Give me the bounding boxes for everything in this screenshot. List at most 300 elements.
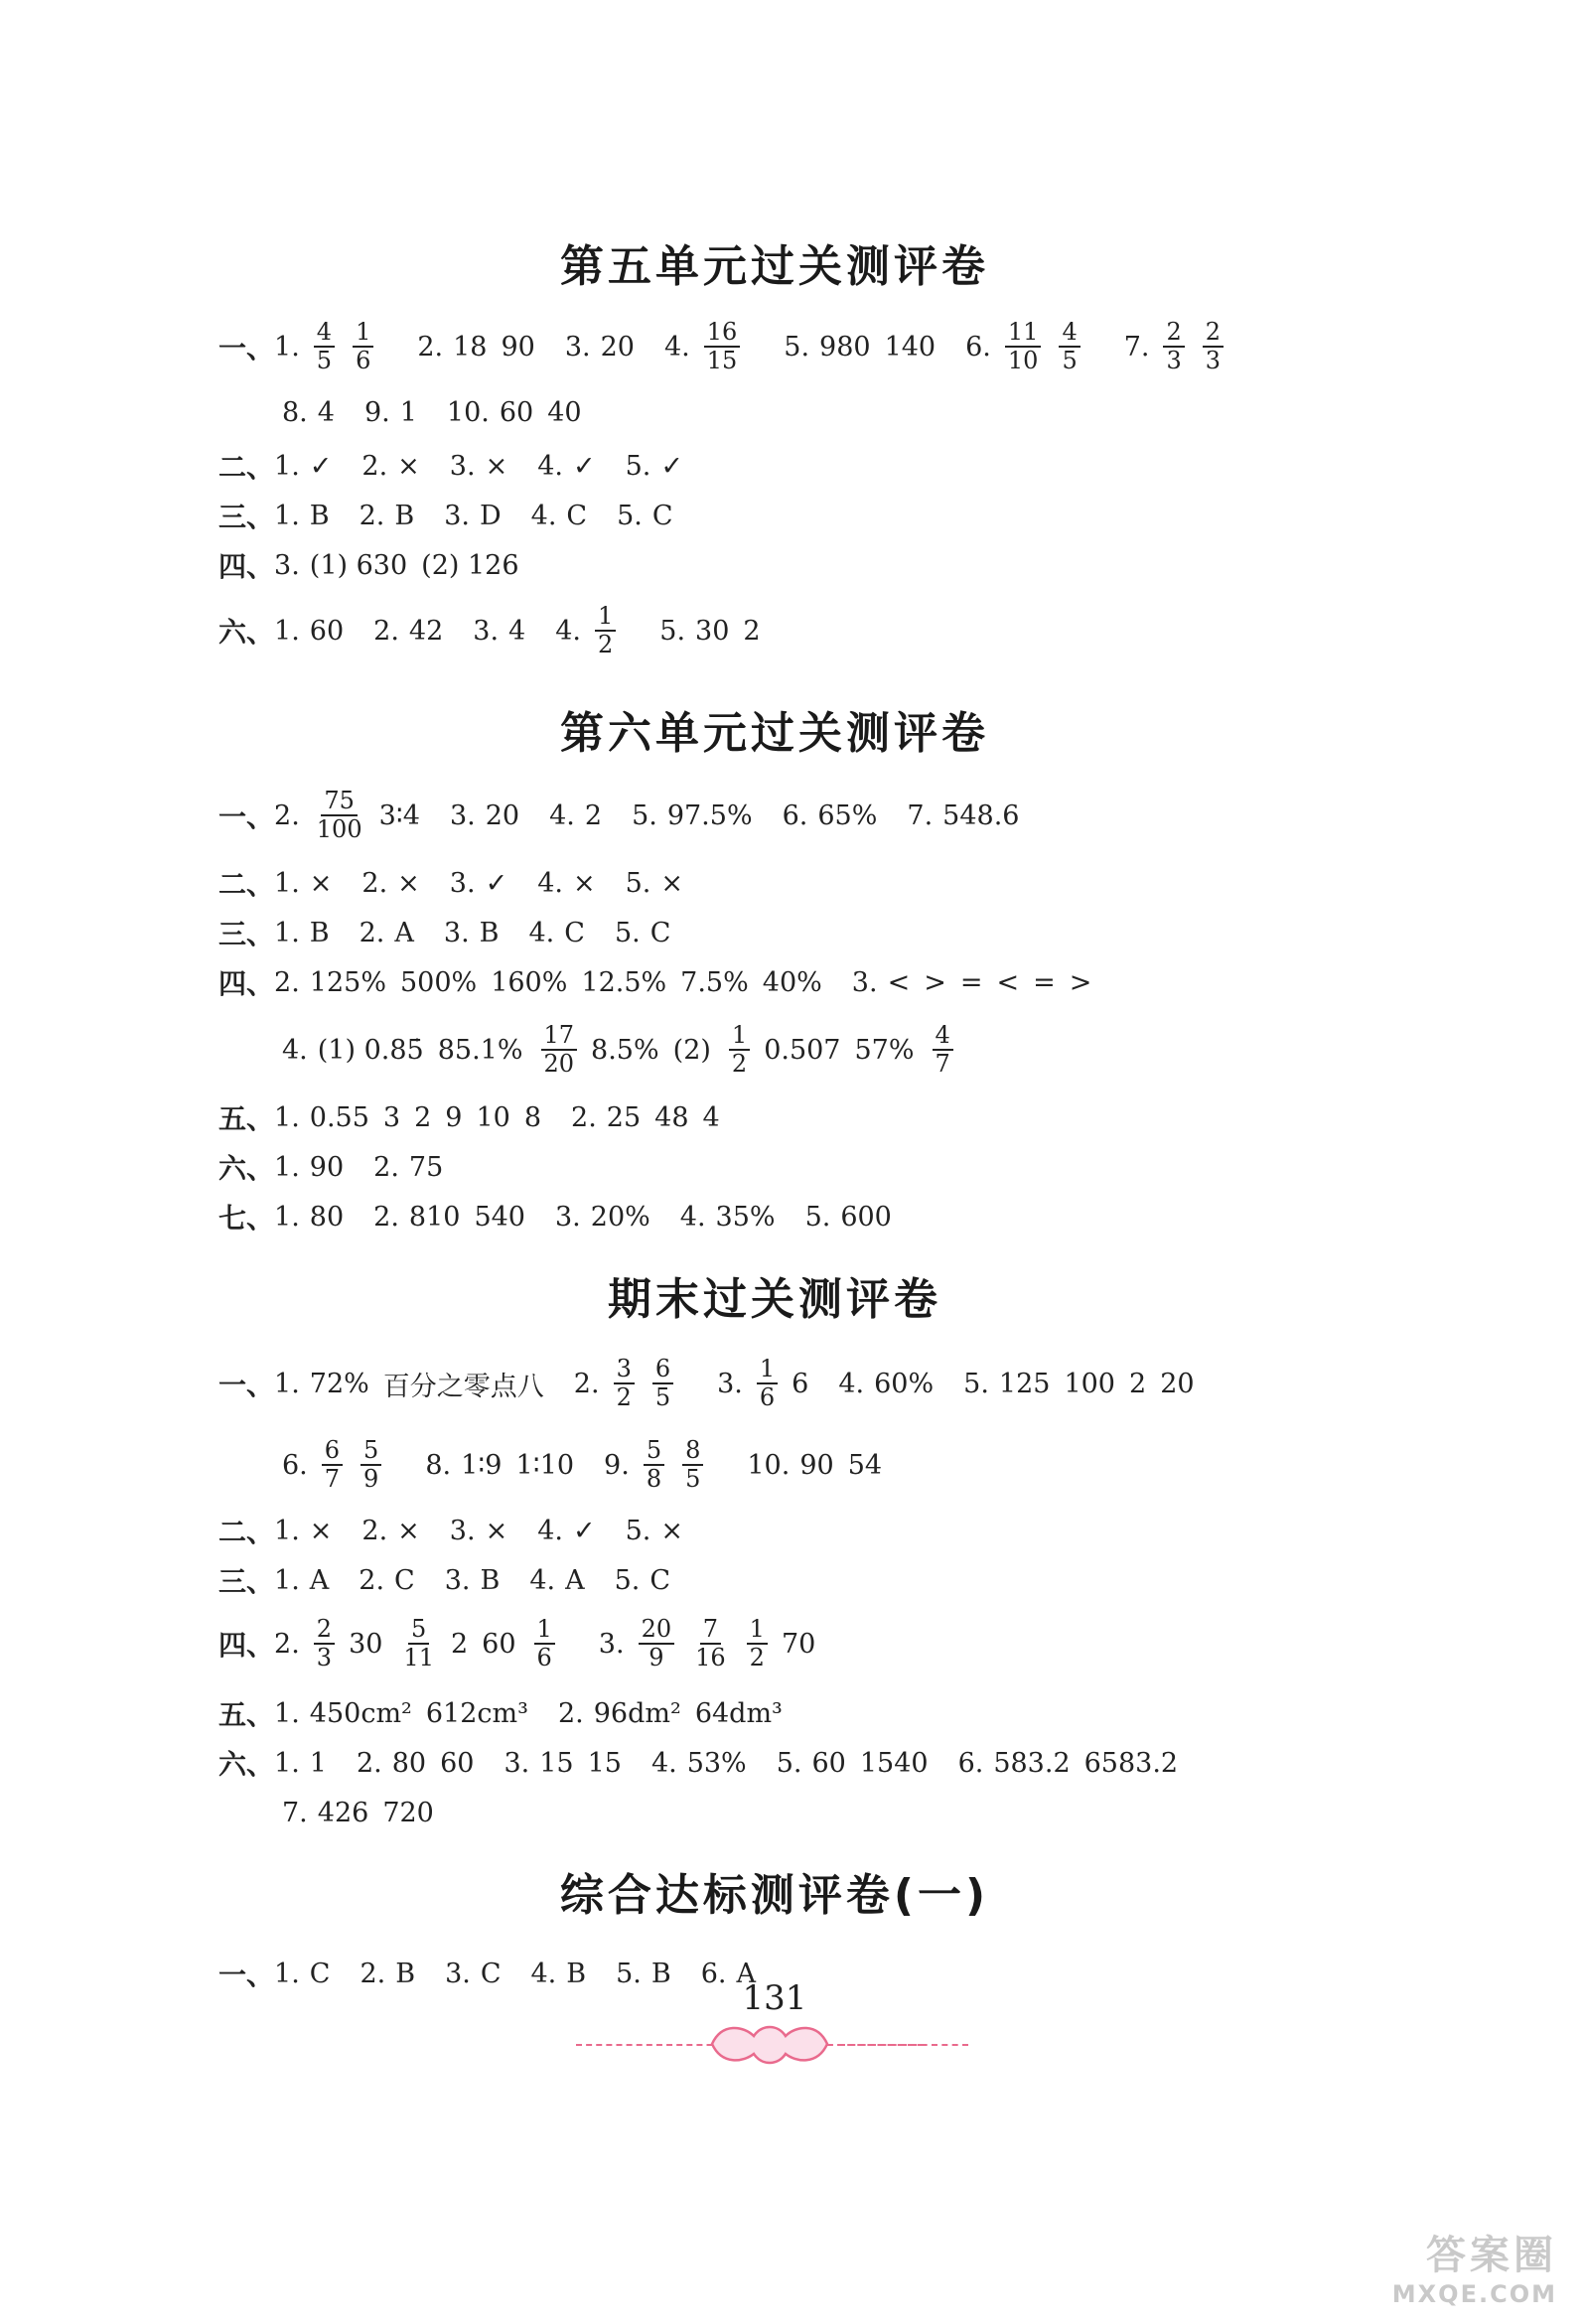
item-number: 3.	[717, 1368, 743, 1399]
item-number: 2.	[274, 1628, 300, 1660]
answer-item	[529, 918, 585, 948]
row-label: 六、	[218, 1152, 275, 1185]
row-label: 三、	[218, 501, 275, 533]
item-number: 5.	[776, 1747, 802, 1779]
watermark-line1: 答案圈	[1426, 2233, 1557, 2278]
answer-item	[680, 1202, 776, 1233]
answer-value: C	[480, 1958, 502, 1989]
denominator: 3	[316, 1644, 333, 1671]
answer-value: 426	[317, 1797, 369, 1828]
item-number: 4.	[537, 867, 563, 899]
item-number: 3.	[274, 549, 300, 581]
item-number: 2.	[274, 966, 300, 998]
answer-value: 720	[382, 1797, 434, 1828]
answer-item	[444, 918, 500, 948]
answer-row	[218, 783, 1049, 848]
answer-value: ×	[572, 867, 596, 899]
denominator: 8	[646, 1465, 662, 1493]
answer-item	[958, 1748, 1179, 1779]
answer-value: 583.2	[993, 1747, 1071, 1779]
answer-value: 450cm²	[309, 1697, 412, 1729]
item-number: 4.	[530, 1958, 557, 1989]
denominator: 7	[324, 1465, 341, 1493]
numerator: 1	[729, 1023, 750, 1051]
answer-item	[504, 1748, 621, 1779]
answer-value: 60	[440, 1747, 475, 1779]
answer-value: 97.5%	[666, 799, 753, 831]
answer-value: 48	[654, 1101, 689, 1133]
row-label: 四、	[218, 967, 275, 1000]
answer-item	[282, 1020, 967, 1078]
numerator: 5	[408, 1617, 429, 1645]
row-label: 四、	[218, 1629, 275, 1662]
answer-item	[549, 800, 602, 831]
answer-value: ×	[660, 867, 683, 899]
answer-value: 160%	[491, 966, 568, 998]
item-number: 2.	[361, 867, 388, 899]
fraction	[614, 1354, 635, 1411]
answer-item	[361, 451, 419, 482]
fraction	[692, 1614, 729, 1671]
item-number: 4.	[528, 917, 555, 948]
answer-value: 96dm²	[593, 1697, 681, 1729]
answer-item	[361, 868, 419, 899]
answer-item	[274, 967, 822, 998]
denominator: 100	[316, 815, 362, 843]
numerator: 2	[1163, 320, 1184, 348]
answer-item	[447, 397, 582, 428]
answer-value: ×	[397, 1515, 420, 1546]
item-number: 4.	[663, 331, 690, 363]
item-number: 4.	[537, 1515, 563, 1546]
denominator: 5	[1062, 347, 1078, 374]
fraction	[314, 786, 365, 843]
item-number: 5.	[614, 917, 641, 948]
fraction	[757, 1354, 778, 1411]
item-number: 5.	[616, 1958, 642, 1989]
row-label: 二、	[218, 1516, 275, 1548]
answer-value: ×	[309, 867, 333, 899]
answer-value: 75	[408, 1151, 444, 1183]
item-number: 3.	[443, 917, 470, 948]
answer-value: 20	[485, 799, 520, 831]
answer-value: 20%	[590, 1201, 650, 1233]
item-number: 8.	[282, 396, 308, 428]
item-number: 3.	[449, 799, 476, 831]
fraction	[534, 1614, 555, 1671]
answer-item	[783, 800, 878, 831]
item-number: 1.	[274, 1201, 300, 1233]
answer-value: 70	[781, 1628, 816, 1660]
fraction	[595, 601, 616, 658]
answer-row	[218, 532, 549, 598]
item-number: 3.	[444, 1564, 471, 1596]
answer-item	[274, 1698, 528, 1729]
answer-item	[571, 1102, 720, 1133]
answer-value: D	[480, 500, 502, 531]
answer-value: 7.5%	[680, 966, 749, 998]
answer-value: 125%	[309, 966, 386, 998]
answer-value: A	[309, 1564, 330, 1596]
answer-item	[373, 1152, 443, 1183]
item-number: 4.	[838, 1368, 865, 1399]
answer-item	[965, 317, 1094, 374]
numerator: 8	[682, 1438, 703, 1466]
answer-value: 64dm³	[694, 1697, 783, 1729]
answer-item	[784, 332, 936, 363]
numerator: 3	[614, 1357, 635, 1384]
answer-value: 35%	[715, 1201, 776, 1233]
answer-value: 125	[998, 1368, 1051, 1399]
item-number: 2.	[359, 917, 385, 948]
row-label: 三、	[218, 918, 275, 950]
answer-item	[450, 800, 519, 831]
answer-item	[360, 918, 414, 948]
footer-dash-right	[839, 2044, 968, 2046]
answer-value: 90	[799, 1449, 834, 1481]
answer-value: 2	[1129, 1368, 1147, 1399]
denominator: 10	[1007, 347, 1039, 374]
answer-value: C	[566, 500, 588, 531]
answer-value: ✓	[572, 450, 596, 482]
denominator: 9	[363, 1465, 379, 1493]
row-label: 一、	[218, 332, 275, 364]
answer-item	[907, 800, 1019, 831]
item-number: 2.	[356, 1747, 382, 1779]
answer-value: 20	[600, 331, 635, 363]
answer-value: ×	[397, 450, 420, 482]
answer-value: (2) 126	[421, 549, 519, 581]
section-title: 期末过关测评卷	[608, 1274, 941, 1325]
answer-item	[360, 501, 415, 531]
item-number: 4.	[555, 615, 581, 647]
answer-value: ×	[485, 1515, 508, 1546]
answer-item	[274, 868, 332, 899]
item-number: 9.	[363, 396, 390, 428]
answer-value: 60	[499, 396, 534, 428]
answer-item	[445, 1565, 501, 1596]
answer-item	[632, 800, 753, 831]
answer-value: ×	[397, 867, 420, 899]
answer-value: ×	[485, 450, 508, 482]
item-number: 2.	[360, 1958, 386, 1989]
denominator: 15	[706, 347, 738, 374]
denominator: 3	[1205, 347, 1222, 374]
answer-item	[450, 868, 507, 899]
answer-value: ×	[660, 1515, 683, 1546]
fraction	[322, 1435, 343, 1493]
denominator: 9	[648, 1644, 664, 1671]
fraction	[644, 1435, 664, 1493]
item-number: 5.	[632, 799, 657, 831]
numerator: 1	[747, 1617, 768, 1645]
item-number: 6.	[282, 1449, 308, 1481]
item-number: 5.	[617, 500, 643, 531]
answer-value: B	[309, 500, 330, 531]
row-label: 七、	[218, 1202, 275, 1235]
item-number: 3.	[445, 1958, 471, 1989]
answer-item	[838, 1369, 934, 1399]
denominator: 6	[536, 1644, 552, 1671]
item-number: 6.	[700, 1958, 727, 1989]
item-number: 5.	[804, 1201, 831, 1233]
answer-value: 40%	[762, 966, 822, 998]
item-number: 2.	[417, 331, 444, 363]
answer-row	[282, 1432, 912, 1498]
item-number: 4.	[549, 799, 575, 831]
answer-item	[361, 1516, 419, 1546]
answer-item	[777, 1748, 929, 1779]
answer-item	[417, 332, 534, 363]
answer-value: 1	[309, 1747, 327, 1779]
item-number: 7.	[907, 799, 934, 831]
answer-value: 53%	[686, 1747, 747, 1779]
answer-value: 0.55	[309, 1101, 369, 1133]
item-number: 2.	[573, 1368, 600, 1399]
item-number: 6.	[965, 331, 991, 363]
answer-value: A	[565, 1564, 585, 1596]
answer-value: 30	[349, 1628, 383, 1660]
item-number: 2.	[571, 1101, 597, 1133]
fraction	[1059, 317, 1080, 374]
item-number: 3.	[598, 1628, 625, 1660]
numerator: 1	[595, 604, 616, 632]
section-title: 第六单元过关测评卷	[560, 708, 989, 759]
answer-value: 25	[606, 1101, 642, 1133]
answer-value: 60	[309, 615, 345, 647]
answer-item	[274, 317, 387, 374]
numerator: 1	[353, 320, 373, 348]
fraction	[400, 1614, 437, 1671]
item-number: 6.	[782, 799, 808, 831]
item-number: 2.	[361, 450, 388, 482]
item-number: 1.	[274, 1958, 300, 1989]
watermark	[1392, 2224, 1557, 2308]
answer-value: 600	[840, 1201, 892, 1233]
answer-value: B	[394, 500, 415, 531]
answer-item	[537, 1516, 595, 1546]
item-number: 1.	[274, 1564, 300, 1596]
watermark-line2: MXQE.COM	[1391, 2280, 1557, 2308]
item-number: 5.	[659, 615, 686, 647]
answer-item	[444, 501, 501, 531]
row-label: 五、	[218, 1698, 275, 1731]
denominator: 7	[935, 1050, 950, 1078]
answer-value: B	[566, 1958, 587, 1989]
item-number: 2.	[361, 1515, 388, 1546]
row-label: 二、	[218, 868, 275, 901]
answer-item	[450, 1516, 507, 1546]
answer-item	[282, 1435, 395, 1493]
answer-item	[626, 451, 683, 482]
answer-row	[218, 1547, 700, 1613]
answer-value: ✓	[309, 450, 333, 482]
answer-value: 12.5%	[581, 966, 667, 998]
item-number: 5.	[963, 1368, 989, 1399]
answer-row	[282, 1017, 997, 1083]
numerator: 1	[534, 1617, 555, 1645]
answer-value: C	[649, 917, 671, 948]
item-number: 3.	[444, 500, 470, 531]
answer-item	[555, 1202, 650, 1233]
answer-item	[274, 786, 420, 843]
fraction	[314, 1614, 335, 1671]
answer-item	[617, 501, 672, 531]
answer-item	[537, 451, 595, 482]
denominator: 2	[597, 631, 614, 658]
item-number: 5.	[614, 1564, 641, 1596]
answer-item	[717, 1354, 809, 1411]
fraction	[729, 1020, 750, 1078]
answer-value: 3	[382, 1101, 401, 1133]
answer-value: 60%	[874, 1368, 935, 1399]
answer-row	[218, 1351, 1225, 1416]
answer-item	[274, 1516, 332, 1546]
numerator: 5	[360, 1438, 381, 1466]
answer-value: A	[394, 917, 414, 948]
fraction	[360, 1435, 381, 1493]
answer-item	[615, 918, 670, 948]
item-number: 1.	[274, 331, 300, 363]
item-number: 1.	[274, 500, 300, 531]
answer-value: 72%	[309, 1368, 369, 1399]
denominator: 11	[403, 1644, 434, 1671]
item-number: 10.	[446, 396, 490, 428]
answer-value: C	[309, 1958, 331, 1989]
answer-value: 2	[414, 1101, 432, 1133]
numerator: 75	[321, 789, 358, 816]
page-number: 131	[742, 1978, 807, 2018]
answer-value: 0.507	[764, 1034, 841, 1066]
answer-item	[805, 1202, 892, 1233]
row-label: 一、	[218, 800, 275, 833]
item-number: 4.	[679, 1201, 706, 1233]
fraction	[353, 317, 373, 374]
section-title: 综合达标测评卷(一)	[559, 1870, 990, 1921]
answer-item	[282, 397, 335, 428]
answer-item	[359, 1565, 414, 1596]
denominator: 5	[316, 347, 333, 374]
item-number: 4.	[529, 1564, 556, 1596]
numerator: 6	[322, 1438, 343, 1466]
answer-value: 42	[408, 615, 444, 647]
answer-item	[274, 616, 344, 647]
item-number: 3.	[449, 867, 476, 899]
answer-value: 100	[1064, 1368, 1115, 1399]
numerator: 4	[933, 1023, 953, 1051]
item-number: 2.	[274, 799, 300, 831]
item-number: 3.	[504, 1747, 530, 1779]
answer-value: 1∶9	[461, 1449, 503, 1481]
answer-value: 80	[391, 1747, 427, 1779]
denominator: 6	[759, 1383, 776, 1411]
denominator: 2	[749, 1644, 765, 1671]
numerator: 20	[639, 1617, 675, 1645]
row-label: 一、	[218, 1959, 275, 1991]
answer-value: ✓	[485, 867, 508, 899]
answer-item	[274, 1565, 329, 1596]
answer-value: (1) 0.85̇	[317, 1034, 424, 1066]
denominator: 16	[695, 1644, 726, 1671]
item-number: 2.	[359, 500, 385, 531]
answer-value: 612cm³	[425, 1697, 528, 1729]
fraction	[541, 1020, 578, 1078]
answer-value: >	[924, 966, 946, 998]
fraction	[639, 1614, 675, 1671]
item-number: 5.	[625, 867, 651, 899]
answer-item	[473, 616, 525, 647]
answer-value: 54	[847, 1449, 883, 1481]
answer-item	[274, 451, 332, 482]
fraction	[314, 317, 335, 374]
answer-item	[852, 967, 1092, 998]
answer-row	[218, 598, 791, 663]
answer-value: 2	[450, 1628, 469, 1660]
fraction	[747, 1614, 768, 1671]
item-number: 3.	[851, 966, 878, 998]
answer-item	[274, 550, 519, 581]
fraction	[682, 1435, 703, 1493]
answer-value: 4	[317, 396, 335, 428]
row-label: 六、	[218, 616, 275, 649]
denominator: 6	[356, 347, 371, 374]
item-number: 2.	[373, 1151, 399, 1183]
item-number: 5.	[625, 450, 651, 482]
numerator: 5	[644, 1438, 664, 1466]
answer-value: C	[651, 500, 673, 531]
fraction	[933, 1020, 953, 1078]
numerator: 2	[1203, 320, 1224, 348]
answer-item	[274, 1748, 327, 1779]
answer-item	[963, 1369, 1194, 1399]
answer-value: 8.5%	[591, 1034, 659, 1066]
row-label: 五、	[218, 1102, 275, 1135]
answer-row	[218, 1184, 922, 1249]
item-number: 10.	[747, 1449, 791, 1481]
answer-value: B	[480, 1564, 501, 1596]
answer-item	[529, 1565, 584, 1596]
item-number: 1.	[274, 1697, 300, 1729]
numerator: 7	[700, 1617, 721, 1645]
answer-row	[282, 1780, 464, 1845]
item-number: 2.	[359, 1564, 385, 1596]
answer-value: 15	[539, 1747, 574, 1779]
numerator: 2	[314, 1617, 335, 1645]
answer-value: 60	[482, 1628, 516, 1660]
item-number: 7.	[1123, 331, 1150, 363]
answer-item	[373, 616, 443, 647]
answer-item	[558, 1698, 783, 1729]
answer-value: 548.6	[942, 799, 1020, 831]
answer-item	[565, 332, 635, 363]
answer-value: 40	[547, 396, 582, 428]
footer-ornament-icon	[700, 2016, 839, 2072]
answer-value: 810	[408, 1201, 461, 1233]
answer-value: 65%	[817, 799, 878, 831]
item-number: 4.	[282, 1034, 308, 1066]
item-number: 4.	[537, 450, 563, 482]
answer-value: 60	[811, 1747, 846, 1779]
answer-value: 980	[819, 331, 871, 363]
fraction	[652, 1354, 673, 1411]
answer-value: C	[564, 917, 585, 948]
answer-value: 57%	[854, 1034, 915, 1066]
section-title: 第五单元过关测评卷	[560, 241, 989, 292]
answer-row	[218, 949, 1121, 1015]
answer-value: 8	[523, 1101, 542, 1133]
answer-item	[604, 1435, 717, 1493]
item-number: 3.	[449, 1515, 476, 1546]
